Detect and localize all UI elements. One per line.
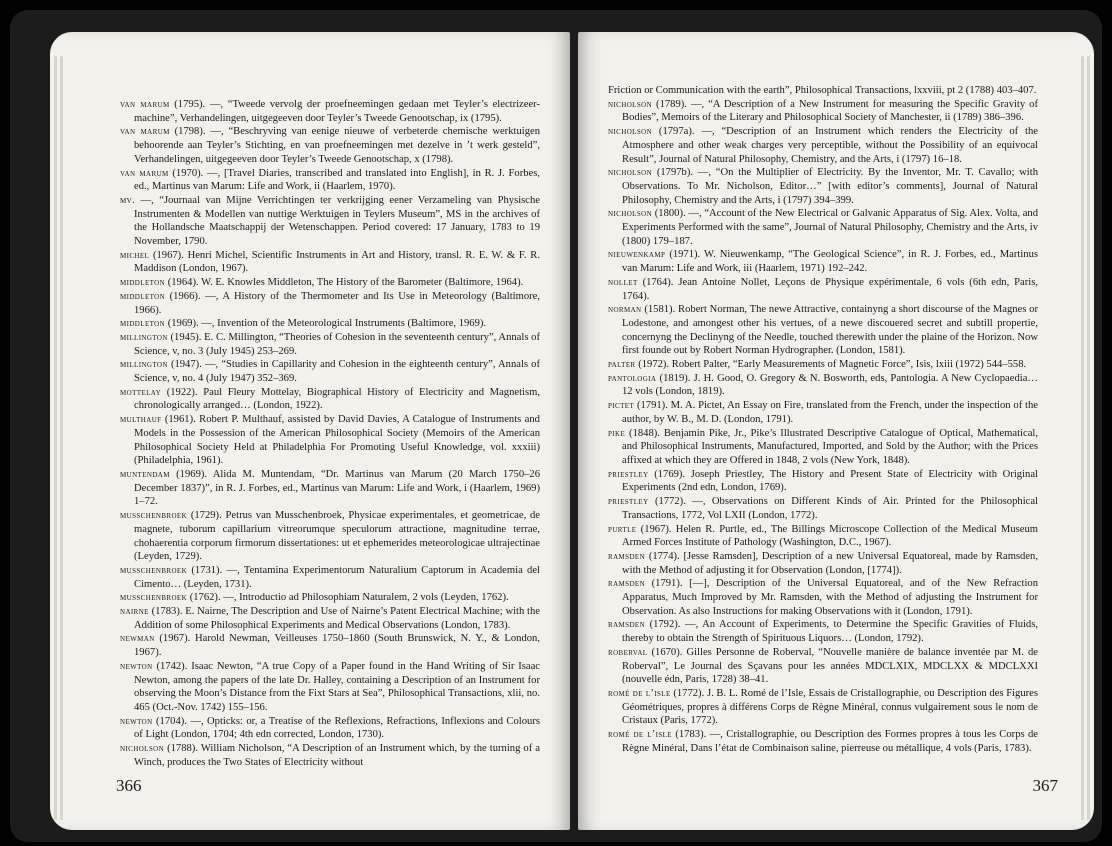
entry-author: michel <box>120 249 150 261</box>
bibliography-entry <box>608 687 1038 728</box>
entry-year: (1772). <box>673 687 705 699</box>
entry-year: (1969). <box>176 468 208 480</box>
entry-author: newton <box>120 715 153 727</box>
entry-year: (1797b). <box>656 167 694 179</box>
bibliography-entry <box>608 399 1038 426</box>
entry-citation: Helen R. Purtle, ed., The Billings Microscope Collection of the Medical Museum Armed Forces Institute of Pathology (Washington, D.C., 1967). <box>622 523 1039 549</box>
bibliography-entry <box>608 125 1038 166</box>
entry-citation: —, An Account of Experiments, to Determine the Specific Gravities of Fluids, thereby to obtain the Strength of Spirituous Liquors… (London, 1792). <box>622 619 1039 645</box>
entry-author: nicholson <box>608 98 653 110</box>
entry-year: (1922). <box>166 386 198 398</box>
entry-citation: —, “On the Multiplier of Electricity. By the Inventor, Mr. T. Cavallo; with Observations. To Mr. Nicholson, Editor…” [with editor’s comments], Journal of Natural Philosophy, Chemistry and the Arts, i (1797) 394–399. <box>622 167 1038 206</box>
entry-citation: J. B. L. Romé de l’Isle, Essais de Cristallographie, ou Description des Figures Géométriques, propres à différens Corps de Règne Minéral, connus vulgairement sous le nom de Cristaux (Paris, 1772). <box>622 687 1038 727</box>
entry-citation: Alida M. Muntendam, “Dr. Martinus van Marum (20 March 1750–26 December 1837)”, in R. J. Forbes, ed., Martinus van Marum: Life and Work, i (Haarlem, 1969) 1–72. <box>134 468 541 508</box>
entry-citation: Jean Antoine Nollet, Leçons de Physique expérimentale, 6 vols (6th edn, Paris, 1764). <box>622 276 1038 302</box>
entry-year: (1769). <box>654 468 686 480</box>
entry-author: palter <box>608 359 636 371</box>
entry-author: van marum <box>120 99 170 110</box>
entry-year: (1788). <box>167 743 198 755</box>
entry-year: (1792). <box>649 619 681 631</box>
entry-author: romé de l’isle <box>608 687 671 699</box>
bibliography-entry <box>120 742 540 769</box>
entry-year: (1795). <box>174 99 206 110</box>
entry-citation: Friction or Communication with the earth”, Philosophical Transactions, lxxviii, pt 2 (1788) 403–407. <box>608 85 1037 96</box>
entry-author: newton <box>120 660 153 672</box>
entry-citation: Paul Fleury Mottelay, Biographical History of Electricity and Magnetism, chronologically arranged… (London, 1922). <box>134 386 541 412</box>
bibliography-entry <box>608 728 1038 755</box>
bibliography-entry <box>120 290 540 317</box>
page-number: 366 <box>116 776 142 795</box>
bibliography-entry <box>608 207 1038 248</box>
bibliography-entry <box>120 386 540 413</box>
bibliography-entry <box>120 167 540 194</box>
entry-author: nicholson <box>608 167 653 179</box>
entry-citation: Petrus van Musschenbroek, Physicae experimentales, et geometricae, de magnete, tuborum capillarium vitreorumque speculorum attractione, magnitudine terrae, chohaerentia corporum firmorum dissertationes: ut et ephemerides meteorologicae ultrajectinae (Leyden, 1729). <box>134 510 540 563</box>
entry-year: (1789). <box>656 98 687 110</box>
bibliography-entry <box>608 84 1038 98</box>
entry-year: (1945). <box>170 331 202 343</box>
entry-author: van marum <box>120 167 169 179</box>
entry-author: van marum <box>120 126 170 138</box>
entry-author: priestley <box>608 468 649 480</box>
entry-year: (1972). <box>638 359 670 371</box>
entry-year: (1970). <box>172 167 204 179</box>
entry-author: ramsden <box>608 550 646 562</box>
entry-year: (1742). <box>156 660 188 672</box>
page-edge <box>60 56 63 820</box>
entry-author: norman <box>608 304 642 316</box>
entry-author: musschenbroek <box>120 592 188 604</box>
entry-author: nairne <box>120 606 149 618</box>
entry-author: nicholson <box>608 126 653 138</box>
entry-citation: J. H. Good, O. Gregory & N. Bosworth, eds, Pantologia. A New Cyclopaedia… 12 vols (London, 1819). <box>622 372 1038 398</box>
bibliography-entry <box>120 468 540 509</box>
bibliography-entry <box>120 331 540 358</box>
bibliography-entry <box>608 468 1038 495</box>
entry-year: (1791). <box>651 578 683 590</box>
bibliography-entry <box>608 166 1038 207</box>
entry-citation: E. Nairne, The Description and Use of Nairne’s Patent Electrical Machine; with the Addition of some Philosophical Experiments and Medical Observations (London, 1783). <box>134 606 540 631</box>
bibliography-entry <box>120 605 540 632</box>
entry-year: (1969). <box>167 318 199 330</box>
entry-year: (1971). <box>669 249 701 261</box>
entry-author: musschenbroek <box>120 510 188 522</box>
entry-citation: Robert Palter, “Early Measurements of Magnetic Force”, Isis, lxiii (1972) 544–558. <box>669 359 1027 371</box>
entry-year: (1967). <box>152 249 184 261</box>
bibliography-entry <box>608 523 1038 550</box>
entry-year: (1947). <box>170 359 202 371</box>
entry-citation: —, “Tweede vervolg der proefneemingen gedaan met Teyler’s electrizeer-machine”, Verhandelingen, uitgegeeven door Teyler’s Tweede Genootschap, ix (1795). <box>134 99 541 124</box>
entry-citation: —, “Account of the New Electrical or Galvanic Apparatus of Sig. Alex. Volta, and Experiments Performed with the same”, Journal of Natural Philosophy, Chemistry and the Arts, iv (1800) 179–187. <box>622 208 1038 247</box>
entry-author: middleton <box>120 277 166 289</box>
page-edge <box>1087 56 1090 820</box>
entry-citation: Joseph Priestley, The History and Present State of Electricity with Original Experiments (2nd edn, London, 1769). <box>622 468 1038 494</box>
entry-citation: —, [Travel Diaries, transcribed and translated into English], in R. J. Forbes, ed., Martinus van Marum: Life and Work, ii (Haarlem, 1970). <box>134 167 541 193</box>
entry-author: millington <box>120 359 168 371</box>
entry-year: (1967). <box>640 523 672 535</box>
entry-author: pike <box>608 427 626 439</box>
entry-author: pictet <box>608 400 635 412</box>
entry-year: (1800). <box>654 208 686 220</box>
entry-author: nieuwenkamp <box>608 249 666 261</box>
bibliography-entry <box>120 715 540 742</box>
entry-year: (1967). <box>159 633 191 645</box>
entry-author: nollet <box>608 276 638 288</box>
entry-citation: Henri Michel, Scientific Instruments in Art and History, transl. R. E. W. & F. R. Maddison (London, 1967). <box>134 249 540 275</box>
entry-year: (1581). <box>644 304 676 316</box>
entry-citation: —, Opticks: or, a Treatise of the Reflexions, Refractions, Inflexions and Colours of Light (London, 1704; 4th edn corrected, London, 1730). <box>134 715 540 741</box>
entry-year: (1783). <box>151 606 183 618</box>
entry-citation: —, “Journaal van Mijne Verrichtingen ter verkrijging eener Verzameling van Physische Instrumenten & Modellen van nuttige Werktuigen in Teylers Museum”, MS in the archives of the Hollandsche Maatschappij der Wetenschappen. Period covered: 17 January, 1783 to 19 November, 1790. <box>134 194 540 248</box>
entry-author: pantologia <box>608 372 657 384</box>
bibliography-entry <box>120 194 540 249</box>
entry-citation: Harold Newman, Veilleuses 1750–1860 (South Brunswick, N. Y., & London, 1967). <box>134 633 540 659</box>
entry-citation: —, Introductio ad Philosophiam Naturalem, 2 vols (Leyden, 1762). <box>220 592 509 604</box>
entry-citation: —, “Studies in Capillarity and Cohesion in the eighteenth century”, Annals of Science, v, no. 4 (July 1947) 352–369. <box>134 359 540 385</box>
bibliography-entry <box>608 427 1038 468</box>
entry-year: (1797a). <box>658 126 695 138</box>
entry-author: roberval <box>608 646 648 658</box>
bibliography-entry <box>608 358 1038 372</box>
entry-author: newman <box>120 633 155 645</box>
entry-year: (1961). <box>164 414 196 426</box>
entry-citation: [Jesse Ramsden], Description of a new Universal Equatoreal, made by Ramsden, with the Method of adjusting it for Observation (London, [1774]). <box>622 550 1038 576</box>
bibliography-entry <box>120 125 540 166</box>
entry-year: (1783). <box>675 729 707 741</box>
entry-citation: William Nicholson, “A Description of an Instrument which, by the turning of a Winch, produces the Two States of Electricity without <box>134 743 540 768</box>
entry-citation: —, Tentamina Experimentorum Naturalium Captorum in Academia del Cimento… (Leyden, 1731). <box>134 564 540 590</box>
left-page <box>50 32 570 830</box>
entry-citation: —, “Description of an Instrument which renders the Electricity of the Atmosphere and other weak charges very perceptible, without the Possibility of an equivocal Result”, Journal of Natural Philosophy, Chemistry, and the Arts, i (1797) 16–18. <box>622 126 1038 165</box>
entry-year: (1819). <box>659 372 691 384</box>
entry-author: mottelay <box>120 386 162 398</box>
bibliography-entry <box>608 550 1038 577</box>
entry-year: (1774). <box>648 550 680 562</box>
bibliography-entry <box>608 248 1038 275</box>
entry-citation: W. Nieuwenkamp, “The Geological Science”, in R. J. Forbes, ed., Martinus van Marum: Life and Work, iii (Haarlem, 1971) 192–242. <box>622 249 1038 275</box>
entry-author: nicholson <box>608 208 653 220</box>
entry-year: (1762). <box>189 592 221 604</box>
page-edge <box>1081 56 1084 820</box>
entry-author: priestley <box>608 496 649 508</box>
entry-author: middleton <box>120 318 166 330</box>
bibliography-column-right <box>608 84 1038 755</box>
entry-author: muntendam <box>120 468 170 480</box>
entry-author: nicholson <box>120 743 165 755</box>
entry-author: middleton <box>120 290 166 302</box>
entry-author: purtle <box>608 523 637 535</box>
entry-author: ramsden <box>608 619 646 631</box>
entry-citation: —, “Beschryving van eenige nieuwe of verbeterde chemische werktuigen behoorende aan Teyler’s Stichting, en van proefneemingen met dezelve in ’t werk gesteld”, Verhandelingen, uitgegeeven door Teyler’s Tweede Genootschap, x (1798). <box>134 126 540 165</box>
page-edge <box>54 56 57 820</box>
bibliography-entry <box>120 564 540 591</box>
entry-citation: —, Cristallographie, ou Description des Formes propres à tous les Corps de Règne Minéral, Dans l’état de Combinaison saline, pierreuse ou métallique, 4 vols (Paris, 1783). <box>622 729 1038 754</box>
entry-year: (1848). <box>629 427 660 439</box>
entry-citation: —, A History of the Thermometer and Its Use in Meteorology (Baltimore, 1966). <box>134 290 540 316</box>
entry-citation: Gilles Personne de Roberval, “Nouvelle manière de balance inventée par M. de Roberval”, Le Journal des Sçavans pour les années MDCLXIX, MDCLXX & MDCLXXI (nouvelle édn, Paris, 1728) 38–41. <box>622 646 1038 686</box>
entry-citation: Robert P. Multhauf, assisted by David Davies, A Catalogue of Instruments and Models in the Possession of the American Philosophical Society (Memoirs of the American Philosophical Society Held at Philadelphia For Promoting Useful Knowledge, vol. xxxiii) (Philadelphia, 1961). <box>134 414 540 467</box>
entry-year: (1764). <box>642 276 674 288</box>
entry-citation: W. E. Knowles Middleton, The History of the Barometer (Baltimore, 1964). <box>198 277 524 289</box>
bibliography-entry <box>608 98 1038 125</box>
entry-author: mv. <box>120 194 135 206</box>
bibliography-entry <box>608 577 1038 618</box>
entry-citation: —, Invention of the Meteorological Instruments (Baltimore, 1969). <box>198 318 487 330</box>
entry-author: multhauf <box>120 414 162 426</box>
entry-citation: Benjamin Pike, Jr., Pike’s Illustrated Descriptive Catalogue of Optical, Mathematical, and Philosophical Instruments, Manufactured, Imported, and Sold by the Author; with the Prices affixed at which they are Offered in 1848, 2 vols (New York, 1848). <box>622 427 1038 466</box>
entry-citation: E. C. Millington, “Theories of Cohesion in the seventeenth century”, Annals of Science, v, no. 3 (July 1945) 253–269. <box>134 331 540 357</box>
bibliography-entry <box>608 372 1038 399</box>
entry-citation: —, “A Description of a New Instrument for measuring the Specific Gravity of Bodies”, Memoirs of the Literary and Philosophical Society of Manchester, ii (1789) 386–396. <box>622 98 1038 124</box>
book-spread <box>10 10 1102 842</box>
bibliography-entry <box>120 632 540 659</box>
bibliography-entry <box>120 249 540 276</box>
bibliography-entry <box>608 618 1038 645</box>
entry-year: (1798). <box>174 126 206 138</box>
entry-citation: Isaac Newton, “A true Copy of a Paper found in the Hand Writing of Sir Isaac Newton, among the papers of the late Dr. Halley, containing a Description of an Instrument for observing the Moon’s Distance from the Fixt Stars at Sea”, Philosophical Transactions, xlii, no. 465 (Oct.-Nov. 1742) 155–156. <box>134 660 540 713</box>
bibliography-entry <box>120 276 540 290</box>
entry-author: ramsden <box>608 578 646 590</box>
bibliography-entry <box>120 591 540 605</box>
bibliography-entry <box>120 98 540 125</box>
bibliography-entry <box>120 660 540 715</box>
entry-citation: M. A. Pictet, An Essay on Fire, translated from the French, under the inspection of the author, by W. B., M. D. (London, 1791). <box>622 400 1038 425</box>
entry-year: (1704). <box>156 715 187 727</box>
entry-citation: —, Observations on Different Kinds of Air. Printed for the Philosophical Transactions, 1772, Vol LXII (London, 1772). <box>622 496 1038 521</box>
bibliography-entry <box>120 358 540 385</box>
entry-year: (1964). <box>167 277 199 289</box>
entry-year: (1966). <box>169 290 201 302</box>
bibliography-entry <box>120 509 540 564</box>
page-number: 367 <box>1032 776 1058 795</box>
entry-author: romé de l’isle <box>608 729 672 741</box>
bibliography-entry <box>608 276 1038 303</box>
entry-year: (1729). <box>190 510 222 522</box>
right-page <box>578 32 1094 830</box>
bibliography-entry <box>608 495 1038 522</box>
entry-citation: [—], Description of the Universal Equatoreal, and of the New Refraction Apparatus, Much Improved by Mr. Ramsden, with the Method of adjusting the Instrument for Observation. As also Instructions for making Observations with it (London, 1791). <box>622 578 1038 617</box>
entry-year: (1791). <box>636 400 668 412</box>
bibliography-entry <box>608 303 1038 358</box>
bibliography-entry <box>120 413 540 468</box>
bibliography-entry <box>120 317 540 331</box>
entry-year: (1772). <box>654 496 686 508</box>
bibliography-column-left <box>120 98 540 769</box>
entry-year: (1670). <box>651 646 683 658</box>
entry-citation: Robert Norman, The newe Attractive, containyng a short discourse of the Magnes or Lodestone, and amongest other his vertues, of a newe discouered secret and subtill propertie, concernyng the Declinyng of the Needle, touched therewith under the plaine of the Horizon. Now first founde out by Robert Norman Hydrographer. (London, 1581). <box>622 304 1038 357</box>
entry-year: (1731). <box>191 564 223 576</box>
entry-author: musschenbroek <box>120 564 188 576</box>
bibliography-entry <box>608 646 1038 687</box>
entry-author: millington <box>120 331 168 343</box>
